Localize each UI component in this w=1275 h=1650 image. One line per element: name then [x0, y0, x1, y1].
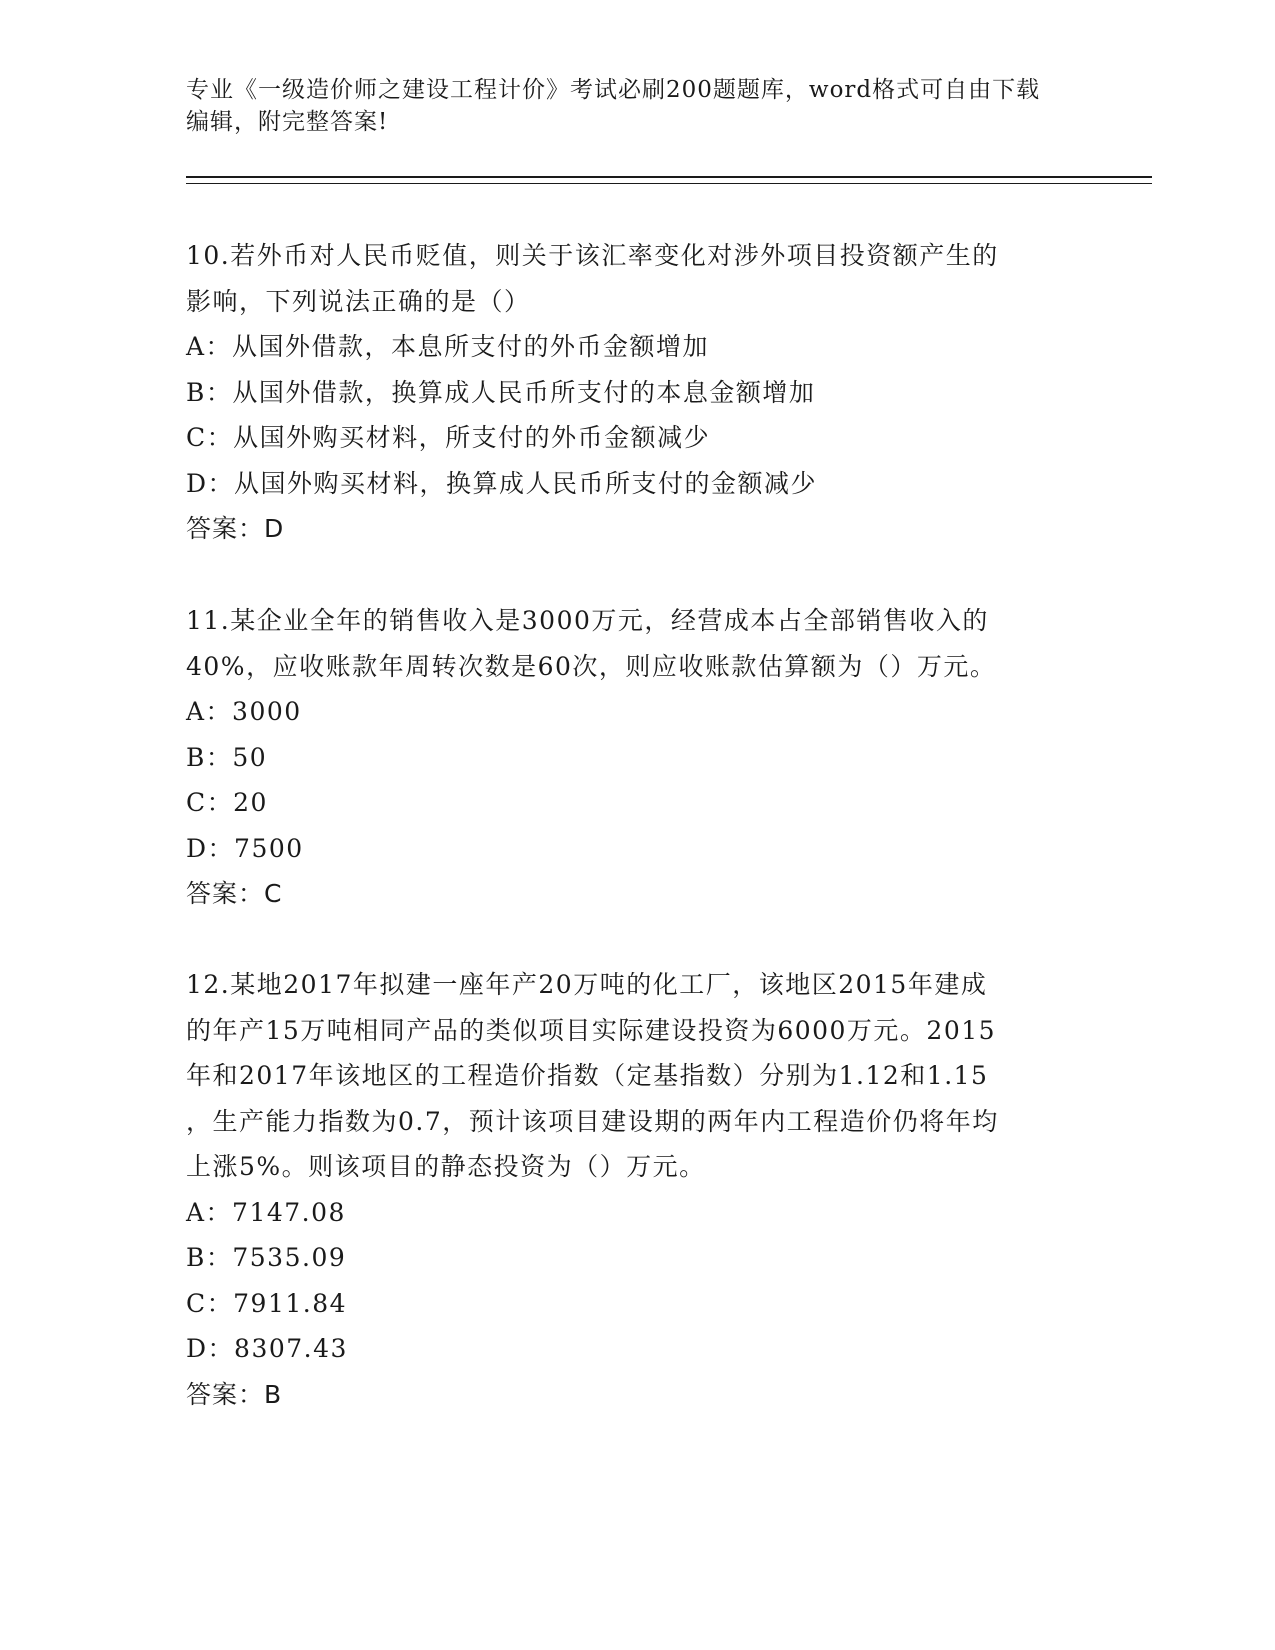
question-stem-line: 12.某地2017年拟建一座年产20万吨的化工厂，该地区2015年建成	[186, 970, 988, 999]
option-b: B：50	[186, 742, 268, 772]
question-stem	[186, 962, 1086, 1190]
header-line: 编辑，附完整答案!	[186, 109, 389, 135]
option-c: C：从国外购买材料，所支付的外币金额减少	[186, 423, 711, 452]
option-c: C：20	[186, 788, 268, 817]
question-stem-line: 上涨5%。则该项目的静态投资为（）万元。	[186, 1152, 706, 1181]
question-stem	[186, 598, 1086, 689]
question-stem-line: 影响，下列说法正确的是（）	[186, 286, 531, 316]
question-11	[186, 598, 1086, 917]
header-divider	[186, 176, 1152, 184]
header-line: 专业《一级造价师之建设工程计价》考试必刷200题题库，word格式可自由下载	[186, 77, 1041, 103]
question-stem-line: 10.若外币对人民币贬值，则关于该汇率变化对涉外项目投资额产生的	[186, 241, 999, 270]
document-header	[186, 74, 1086, 138]
option-b: B：7535.09	[186, 1243, 347, 1272]
option-d: D：8307.43	[186, 1334, 348, 1363]
question-stem-line: 的年产15万吨相同产品的类似项目实际建设投资为6000万元。2015	[186, 1015, 997, 1045]
question-stem-line: ，生产能力指数为0.7，预计该项目建设期的两年内工程造价仍将年均	[186, 1106, 999, 1136]
option-a: A：7147.08	[186, 1197, 346, 1227]
question-10	[186, 233, 1086, 552]
question-stem	[186, 233, 1086, 324]
option-a: A：从国外借款，本息所支付的外币金额增加	[186, 332, 710, 361]
answer: 答案：B	[186, 1379, 283, 1409]
option-a: A：3000	[186, 697, 302, 726]
question-stem-line: 11.某企业全年的销售收入是3000万元，经营成本占全部销售收入的	[186, 606, 989, 635]
option-d: D：7500	[186, 833, 304, 863]
question-stem-line: 年和2017年该地区的工程造价指数（定基指数）分别为1.12和1.15	[186, 1061, 989, 1090]
option-c: C：7911.84	[186, 1288, 348, 1318]
question-12	[186, 962, 1086, 1417]
answer: 答案：C	[186, 879, 283, 908]
question-stem-line: 40%，应收账款年周转次数是60次，则应收账款估算额为（）万元。	[186, 651, 997, 681]
answer: 答案：D	[186, 514, 285, 543]
option-b: B：从国外借款，换算成人民币所支付的本息金额增加	[186, 377, 816, 407]
option-d: D：从国外购买材料，换算成人民币所支付的金额减少	[186, 468, 818, 498]
